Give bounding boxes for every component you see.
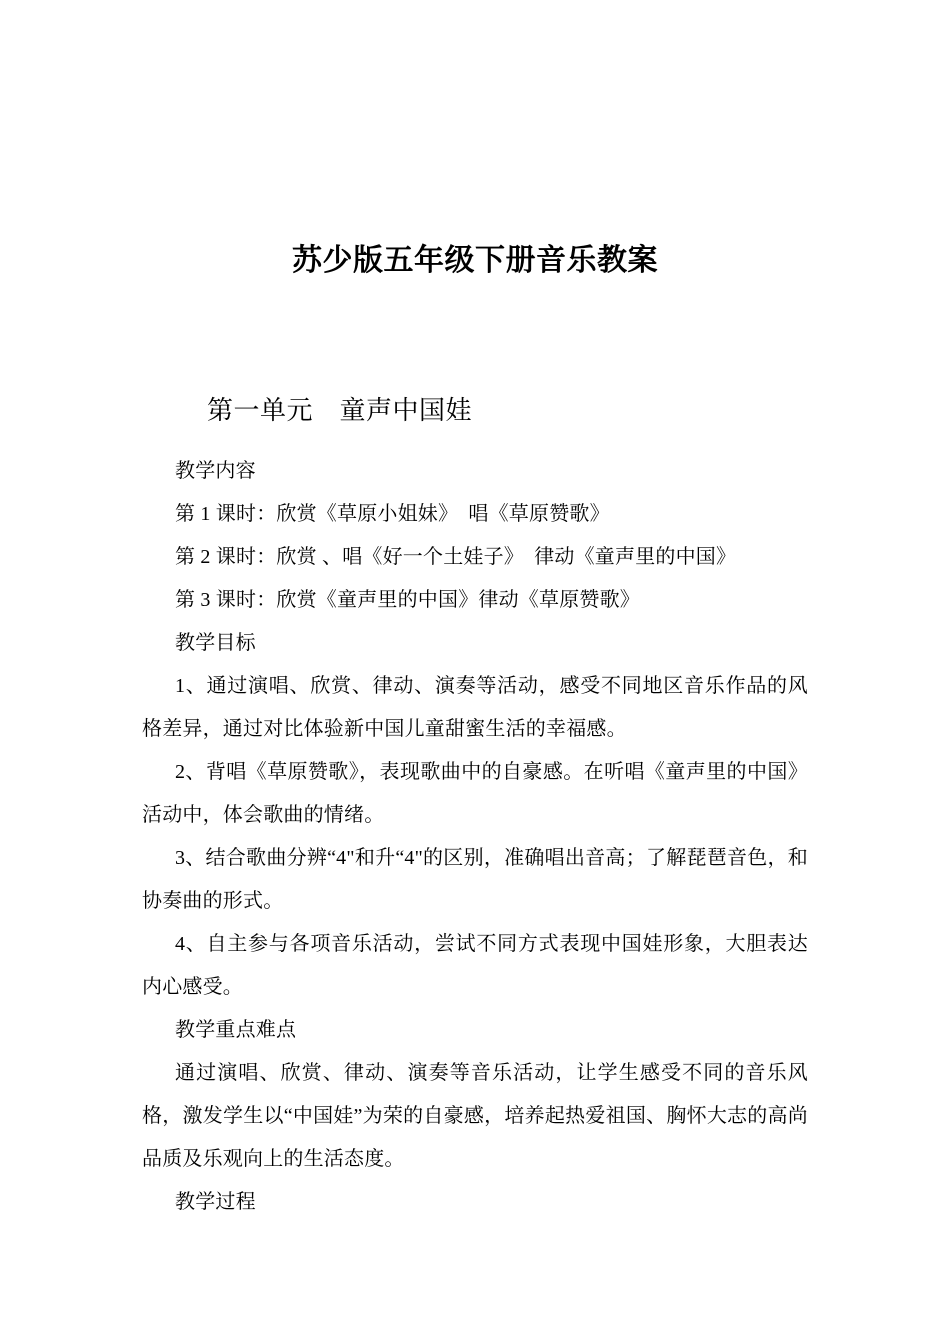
goal-1-paragraph: 1、通过演唱、欣赏、律动、演奏等活动，感受不同地区音乐作品的风格差异，通过对比体验新中国儿童甜蜜生活的幸福感。 bbox=[142, 675, 808, 740]
key-difficulties-text: 通过演唱、欣赏、律动、演奏等音乐活动，让学生感受不同的音乐风格，激发学生以“中国娃”为荣的自豪感，培养起热爱祖国、胸怀大志的高尚品质及乐观向上的生活态度。 bbox=[142, 1062, 808, 1170]
goal-2-paragraph: 2、背唱《草原赞歌》，表现歌曲中的自豪感。在听唱《童声里的中国》活动中，体会歌曲的情绪。 bbox=[142, 761, 808, 826]
lesson-1-line: 第 1 课时：欣赏《草原小姐妹》 唱《草原赞歌》 bbox=[175, 503, 610, 525]
label-key-difficulties: 教学重点难点 bbox=[175, 1019, 297, 1041]
document-title: 苏少版五年级下册音乐教案 bbox=[292, 244, 658, 277]
document-body bbox=[142, 450, 808, 1224]
lesson-2-line: 第 2 课时：欣赏 、唱《好一个土娃子》 律动《童声里的中国》 bbox=[175, 546, 737, 568]
unit-heading: 第一单元 童声中国娃 bbox=[207, 396, 473, 425]
lesson-3-line: 第 3 课时：欣赏《童声里的中国》律动《草原赞歌》 bbox=[175, 589, 640, 611]
goal-3-paragraph: 3、结合歌曲分辨“4"和升“4"的区别，准确唱出音高；了解琵琶音色，和协奏曲的形式。 bbox=[142, 847, 808, 912]
label-teaching-content: 教学内容 bbox=[175, 460, 256, 482]
label-teaching-goals: 教学目标 bbox=[175, 632, 256, 654]
goal-4-paragraph: 4、自主参与各项音乐活动，尝试不同方式表现中国娃形象，大胆表达内心感受。 bbox=[142, 933, 808, 998]
label-teaching-process: 教学过程 bbox=[175, 1191, 256, 1213]
